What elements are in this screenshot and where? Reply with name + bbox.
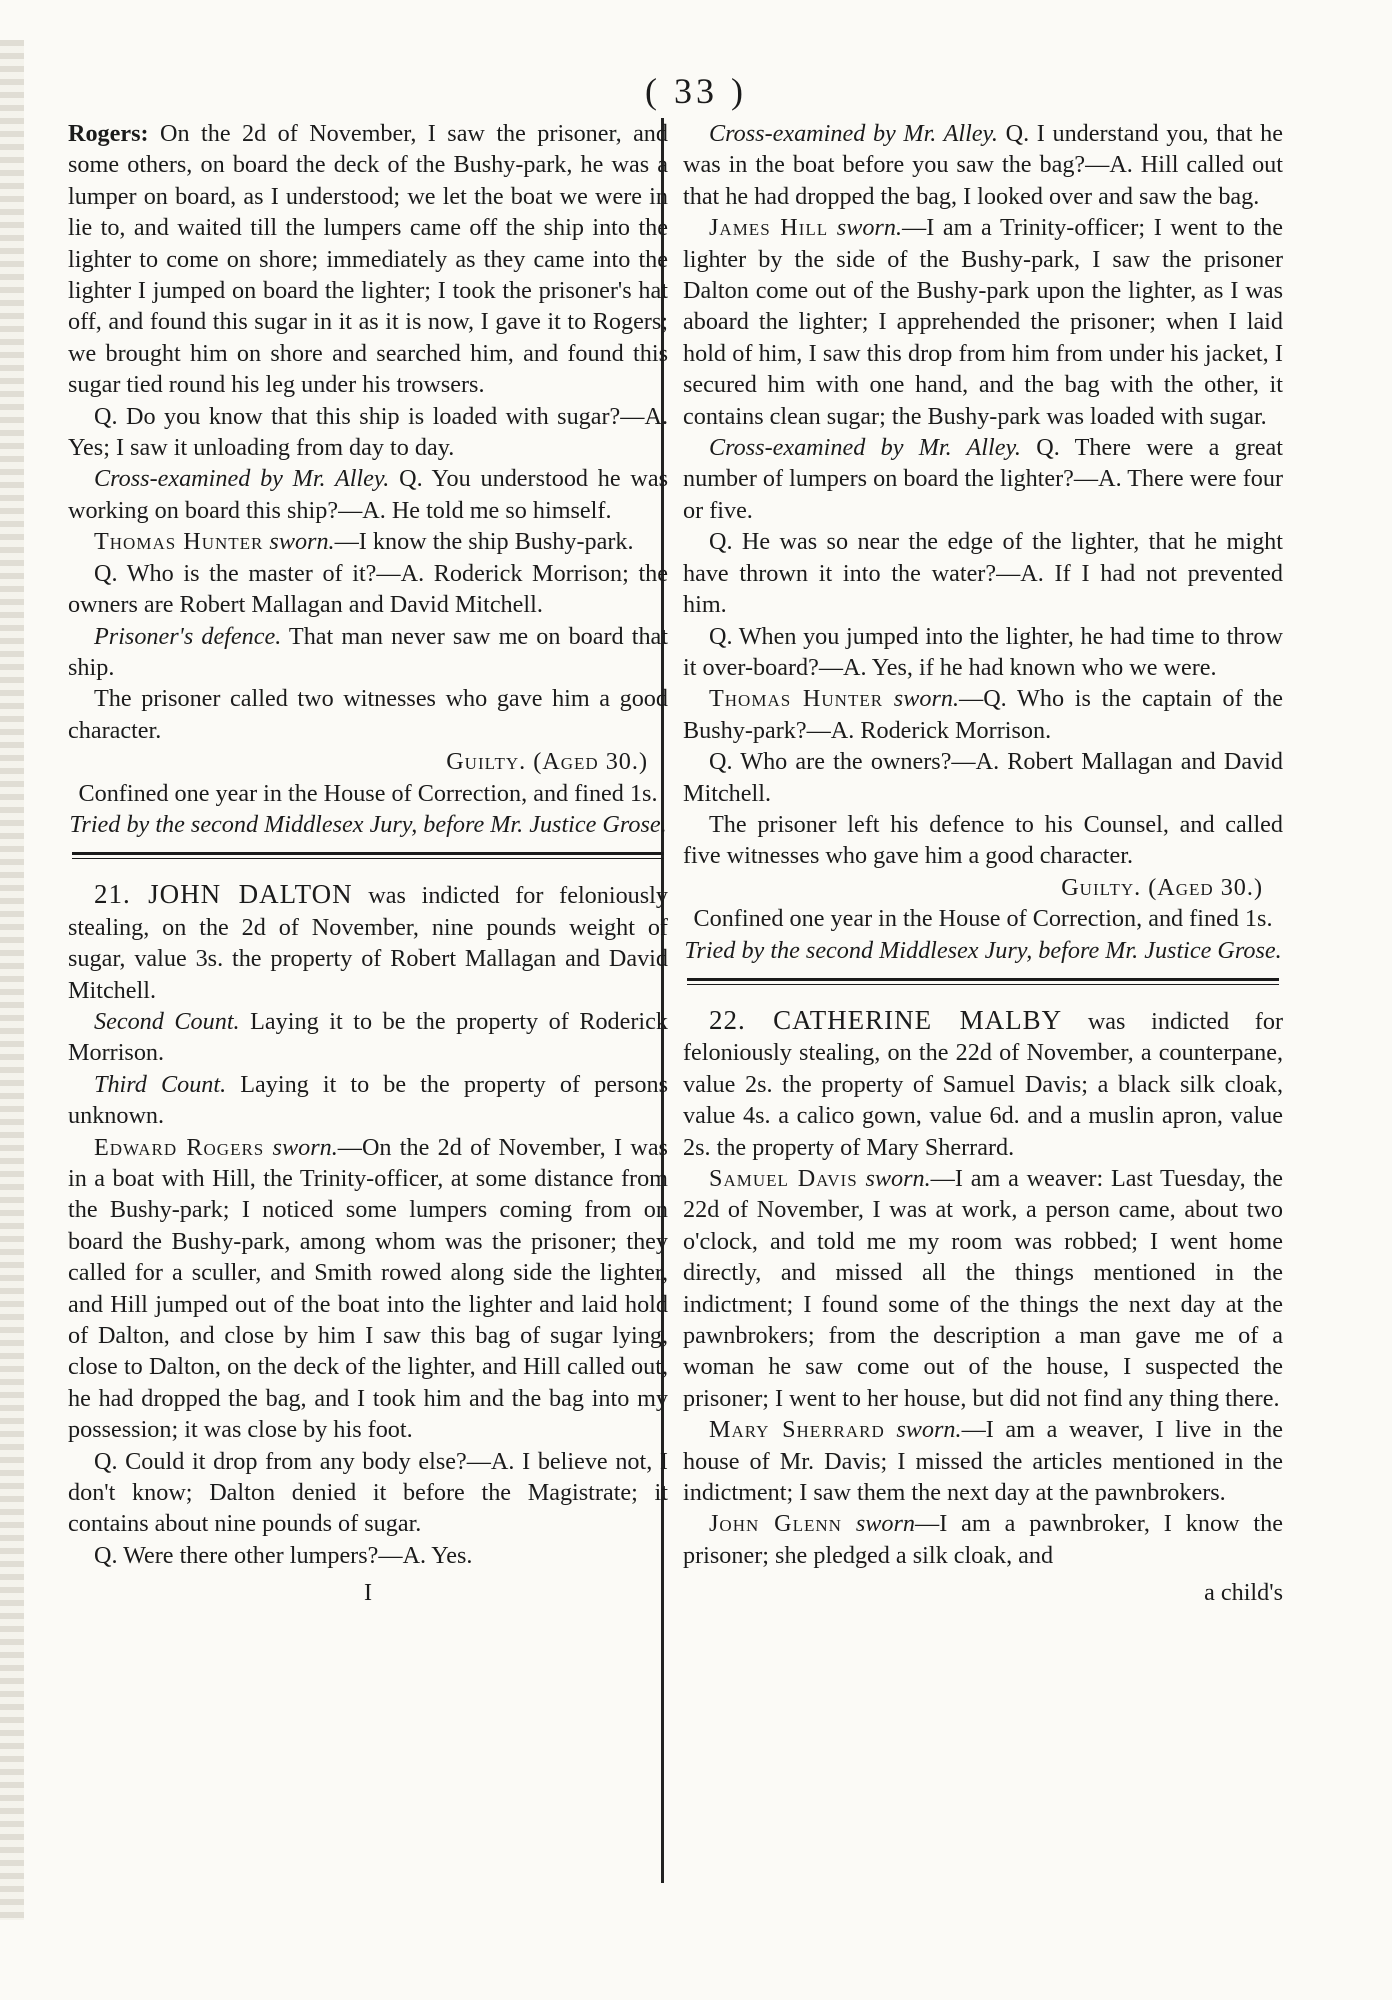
paragraph: Q. Were there other lumpers?—A. Yes. <box>94 1541 473 1569</box>
sworn-label: sworn <box>841 1510 916 1538</box>
witness-name: Thomas Hunter <box>709 685 884 713</box>
paragraph <box>68 1069 668 1132</box>
sworn-label: sworn. <box>857 1165 931 1192</box>
signature-mark: I <box>363 1579 373 1607</box>
paragraph-text: Q. I understand you, that he was in the boat before you saw the bag?—A. Hill called out that he had dropped the bag, I looked over and saw the bag. <box>683 120 1283 210</box>
sentence: Confined one year in the House of Correction, and fined 1s. <box>78 779 658 807</box>
paragraph: Q. He was so near the edge of the lighter, that he might have thrown it into the water?—A. If I had not prevented him. <box>683 528 1283 619</box>
witness-name: Thomas Hunter <box>94 528 264 556</box>
witness-name: Samuel Davis <box>709 1165 858 1192</box>
paragraph: The prisoner left his defence to his Counsel, and called five witnesses who gave him a good character. <box>683 810 1283 870</box>
section-label: Third Count. <box>94 1070 227 1098</box>
section-label: Cross-examined by Mr. Alley. <box>709 434 1021 462</box>
paragraph: Q. When you jumped into the lighter, he had time to throw it over-board?—A. Yes, if he had known who we were. <box>683 622 1283 681</box>
catchword: a child's <box>1204 1579 1283 1607</box>
paragraph <box>683 118 1283 212</box>
paragraph-text: Q. You understood he was working on board this ship?—A. He told me so himself. <box>68 465 669 524</box>
paragraph <box>683 1163 1283 1414</box>
witness-name: Mary Sherrard <box>709 1416 885 1444</box>
paragraph-text: Laying it to be the property of persons unknown. <box>68 1070 668 1130</box>
section-label: Second Count. <box>94 1007 240 1035</box>
paragraph <box>683 683 1283 746</box>
paragraph <box>683 432 1283 526</box>
case-title: 21. JOHN DALTON <box>94 879 353 910</box>
paragraph: Q. Could it drop from any body else?—A. I believe not, I don't know; Dalton denied it before the Magistrate; it contains about nine pounds of sugar. <box>68 1447 668 1538</box>
section-label: Cross-examined by Mr. Alley. <box>709 120 998 147</box>
jury-note: Tried by the second Middlesex Jury, before Mr. Justice Grose. <box>684 936 1282 964</box>
paragraph-text: —I am a weaver, I live in the house of Mr. Davis; I missed the articles mentioned in the indictment; I saw them the next day at the pawnbrokers. <box>683 1416 1283 1507</box>
paragraph: Q. Do you know that this ship is loaded with sugar?—A. Yes; I saw it unloading from day to day. <box>68 402 668 462</box>
paragraph: Q. Who are the owners?—A. Robert Mallagan and David Mitchell. <box>683 748 1283 807</box>
paragraph <box>68 1132 668 1446</box>
sworn-label: sworn. <box>884 1416 962 1444</box>
paragraph <box>68 526 668 557</box>
jury-note: Tried by the second Middlesex Jury, before Mr. Justice Grose. <box>69 810 667 838</box>
paragraph-text: was indicted for feloniously stealing, on the 2d of November, nine pounds weight of sugar, value 3s. the property of Robert Mallagan and David Mitchell. <box>68 882 668 1004</box>
right-column <box>683 118 1283 1609</box>
case-heading <box>683 1005 1283 1163</box>
sworn-label: sworn. <box>883 685 960 713</box>
paragraph: The prisoner called two witnesses who gave him a good character. <box>68 685 668 744</box>
witness-name: John Glenn <box>709 1510 842 1538</box>
left-column <box>68 118 668 1609</box>
sworn-label: sworn. <box>828 214 902 242</box>
paragraph-text: —On the 2d of November, I was in a boat with Hill, the Trinity-officer, at some distance from the Bushy-park; I noticed some lumpers coming from on board the Bushy-park, among whom was the prisoner; they called for a sculler, and Smith rowed along side the lighter, and Hill jumped out of the boat into the lighter and laid hold of Dalton, and close by him I saw this bag of sugar lying, close to Dalton, on the deck of the lighter, and Hill called out, he had dropped the bag, and I took him and the bag into my possession; it was close by his foot. <box>68 1133 668 1444</box>
section-rule <box>687 984 1279 985</box>
sworn-label: sworn. <box>263 528 335 556</box>
paragraph-text: Q. There were a great number of lumpers on board the lighter?—A. There were four or five. <box>683 434 1284 524</box>
section-label: Cross-examined by Mr. Alley. <box>94 465 390 493</box>
paragraph: Q. Who is the master of it?—A. Roderick Morrison; the owners are Robert Mallagan and David Mitchell. <box>68 559 668 619</box>
verdict: Guilty. (Aged 30.) <box>446 748 648 776</box>
section-rule <box>687 978 1279 981</box>
paragraph-text: —I know the ship Bushy-park. <box>334 528 634 556</box>
witness-name: Edward Rogers <box>94 1133 265 1161</box>
paragraph <box>683 1414 1283 1508</box>
paragraph <box>68 621 668 684</box>
speaker-name: Rogers: <box>68 120 149 147</box>
case-heading <box>68 879 668 1006</box>
sworn-label: sworn. <box>264 1133 338 1161</box>
paragraph <box>683 1508 1283 1571</box>
paragraph-text: was indicted for feloniously stealing, on the 22d of November, a counterpane, value 2s. the property of Samuel Davis; a black silk cloak, value 4s. a calico gown, value 6d. and a muslin apron, value 2s. the property of Mary Sherrard. <box>683 1007 1284 1161</box>
binding-edge <box>0 40 24 1920</box>
paragraph <box>68 463 668 526</box>
section-rule <box>72 858 664 859</box>
case-title: 22. CATHERINE MALBY <box>709 1004 1063 1035</box>
witness-name: James Hill <box>709 214 829 242</box>
paragraph <box>68 118 668 401</box>
paragraph-text: That man never saw me on board that ship. <box>68 622 669 681</box>
paragraph-text: —I am a weaver: Last Tuesday, the 22d of November, I was at work, a person came, about two o'clock, and told me my room was robbed; I went home directly, and missed all the things mentioned in the indictment; I found some of the things the next day at the pawnbrokers; from the description a man gave me of a woman he saw come out of the house, I suspected the prisoner; I went to her house, but did not find any thing there. <box>683 1165 1283 1412</box>
section-rule <box>72 852 664 855</box>
sentence: Confined one year in the House of Correction, and fined 1s. <box>693 905 1273 933</box>
paragraph <box>68 1006 668 1069</box>
paragraph-text: On the 2d of November, I saw the prisoner, and some others, on board the deck of the Bushy-park, he was a lumper on board, as I understood; we let the boat we were in lie to, and waited till the lumpers came off the ship into the lighter to come on shore; immediately as they came into the lighter I jumped on board the lighter; I took the prisoner's hat off, and found this sugar in it as it is now, I gave it to Rogers; we brought him on shore and searched him, and found this sugar tied round his leg under his trowsers. <box>68 120 668 399</box>
page-number: ( 33 ) <box>645 71 747 111</box>
paragraph <box>683 212 1283 432</box>
paragraph-text: Laying it to be the property of Roderick Morrison. <box>68 1007 668 1067</box>
section-label: Prisoner's defence. <box>94 622 282 650</box>
paragraph-text: —I am a pawnbroker, I know the prisoner; she pledged a silk cloak, and <box>683 1510 1283 1569</box>
paragraph-text: —Q. Who is the captain of the Bushy-park?—A. Roderick Morrison. <box>683 685 1283 744</box>
paragraph-text: —I am a Trinity-officer; I went to the lighter by the side of the Bushy-park, I saw the prisoner Dalton come out of the Bushy-park upon the lighter, as I was aboard the lighter; I apprehended the prisoner; when I laid hold of him, I saw this drop from him from under his jacket, I secured him with one hand, and the bag with the other, it contains clean sugar; the Bushy-park was loaded with sugar. <box>683 214 1283 430</box>
verdict: Guilty. (Aged 30.) <box>1061 873 1263 901</box>
